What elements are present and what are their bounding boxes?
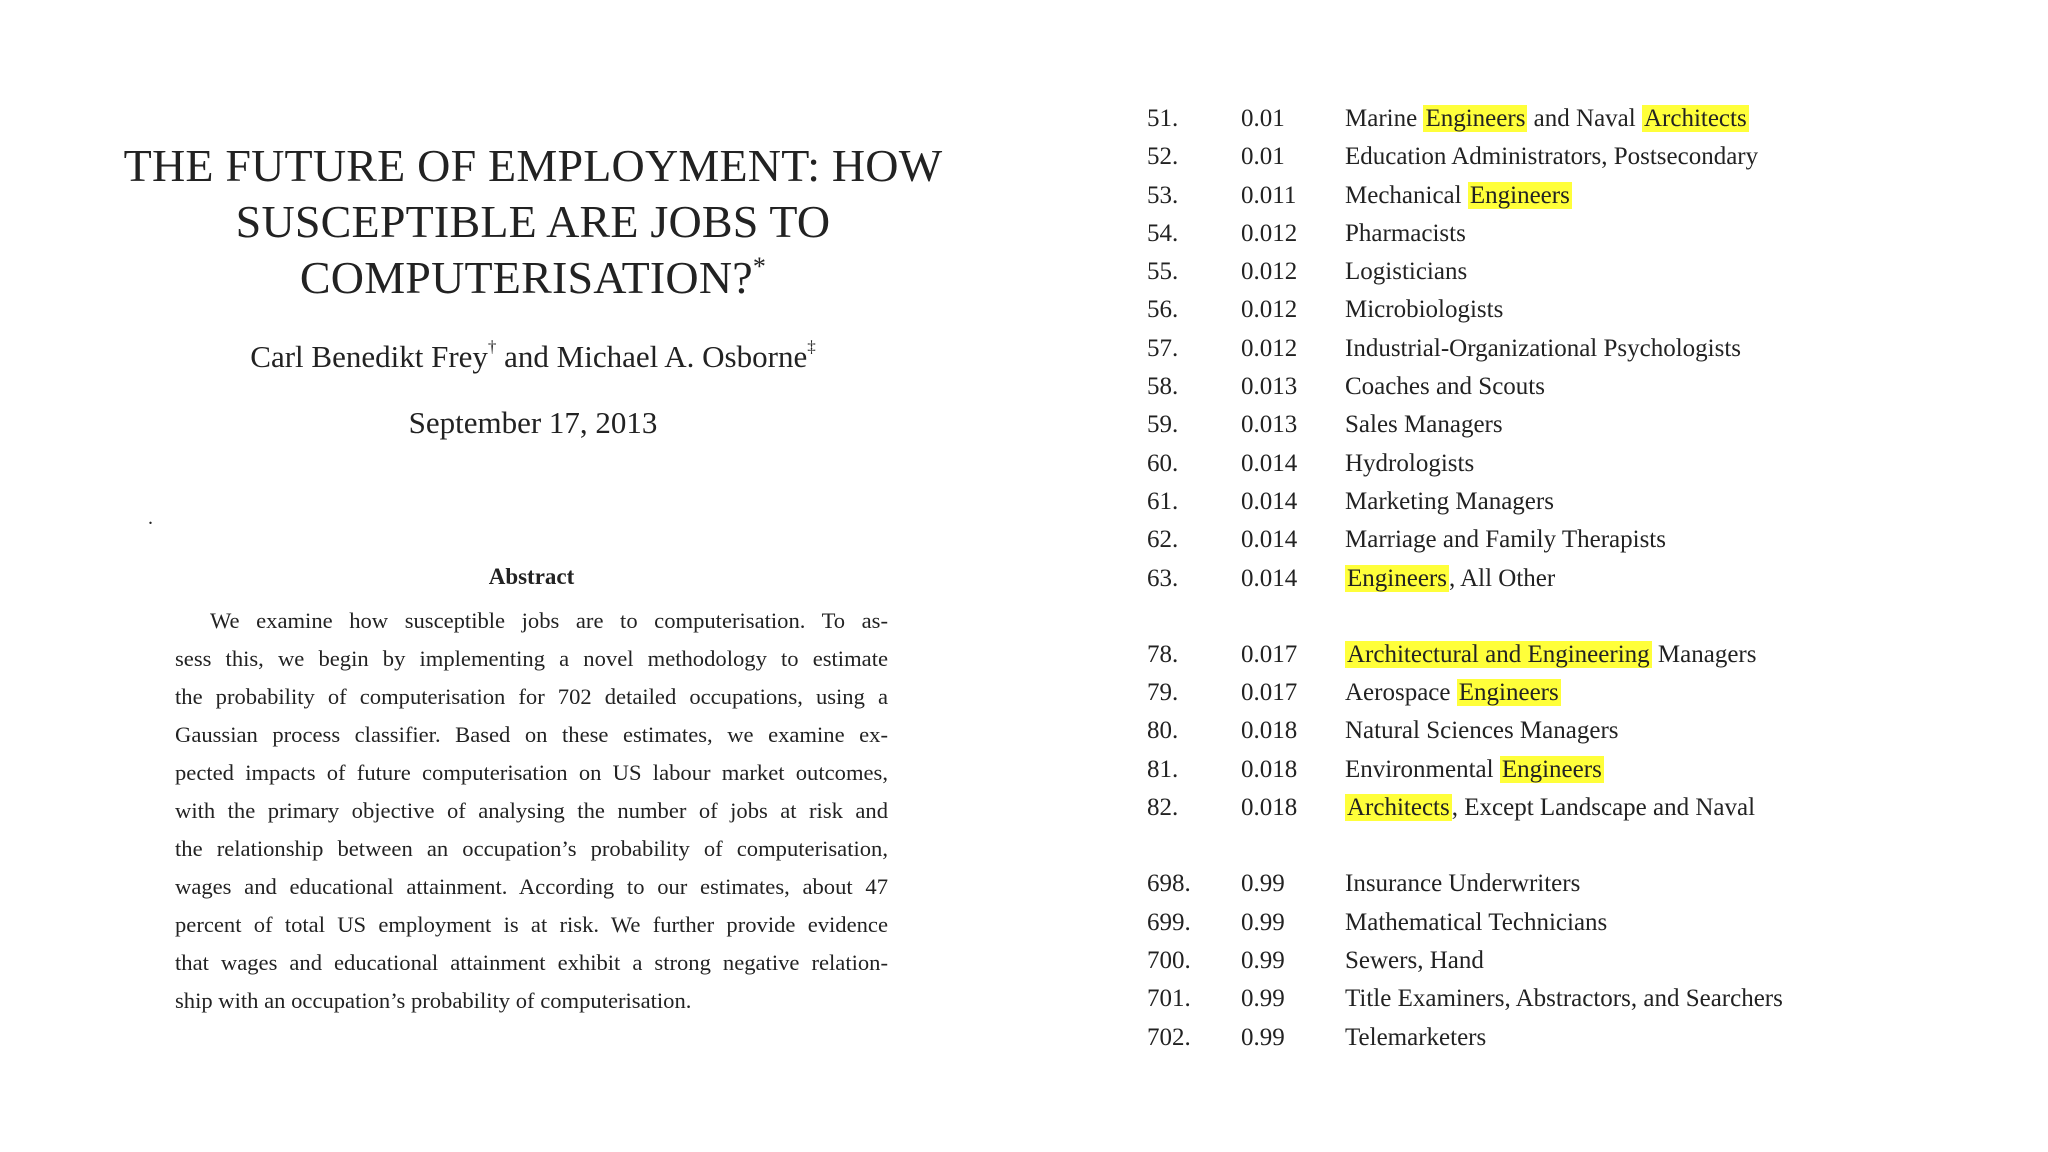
table-row — [1140, 1019, 2020, 1057]
occupation-cell — [1345, 215, 1466, 253]
occupation-text: Aerospace — [1345, 679, 1457, 707]
rank-cell: 61. — [1147, 487, 1179, 515]
highlighted-term: Engineers — [1347, 564, 1447, 592]
table-row — [1140, 138, 2020, 176]
abstract-line: that wages and educational attainment exhibit a strong negative relation- — [175, 950, 888, 975]
occupation-text: Hydrologists — [1345, 449, 1475, 477]
rank-cell: 59. — [1147, 411, 1179, 439]
occupation-cell — [1345, 1019, 1486, 1057]
abstract-line: wages and educational attainment. According to our estimates, about 47 — [175, 874, 888, 899]
probability-cell: 0.014 — [1241, 449, 1298, 477]
table-row — [1140, 215, 2020, 253]
abstract-line: the probability of computerisation for 702 detailed occupations, using a — [175, 684, 888, 709]
occupation-cell — [1345, 904, 1607, 942]
occupation-text: Education Administrators, Postsecondary — [1345, 143, 1759, 171]
probability-cell: 0.014 — [1241, 487, 1298, 515]
highlighted-term: Engineers — [1458, 679, 1559, 707]
occupation-cell — [1345, 865, 1580, 903]
highlighted-term: Architects — [1643, 105, 1747, 132]
probability-cell: 0.012 — [1241, 258, 1298, 286]
table-row — [1140, 560, 2020, 598]
abstract-line: ship with an occupation’s probability of computerisation. — [175, 988, 692, 1013]
occupation-cell — [1345, 712, 1619, 750]
probability-cell: 0.011 — [1241, 181, 1297, 209]
abstract-line: the relationship between an occupation’s probability of computerisation, — [175, 836, 888, 861]
abstract-line: sess this, we begin by implementing a novel methodology to estimate — [175, 646, 888, 671]
table-row — [1140, 751, 2020, 789]
occupation-text: Telemarketers — [1345, 1023, 1487, 1051]
occupation-text: Microbiologists — [1345, 296, 1504, 324]
rank-cell: 58. — [1147, 373, 1179, 401]
occupation-cell — [1345, 636, 1756, 674]
probability-cell: 0.012 — [1241, 296, 1298, 324]
rank-cell: 53. — [1147, 181, 1179, 209]
occupation-text: Coaches and Scouts — [1345, 373, 1545, 401]
abstract-line: pected impacts of future computerisation on US labour market outcomes, — [175, 760, 888, 785]
probability-cell: 0.018 — [1241, 794, 1298, 822]
table-row — [1140, 406, 2020, 444]
occupation-text: Managers — [1651, 640, 1757, 668]
occupation-cell — [1345, 521, 1666, 559]
title-line — [70, 250, 996, 306]
occupation-cell — [1345, 942, 1484, 980]
paper-title — [70, 138, 996, 306]
occupation-cell — [1345, 406, 1503, 444]
probability-cell: 0.99 — [1241, 908, 1285, 936]
probability-cell: 0.017 — [1241, 679, 1298, 707]
occupation-cell — [1345, 789, 1755, 827]
occupation-text: Natural Sciences Managers — [1345, 717, 1619, 745]
rank-cell: 51. — [1147, 105, 1179, 132]
occupation-text: Industrial-Organizational Psychologists — [1345, 334, 1742, 362]
rank-cell: 62. — [1147, 526, 1179, 554]
occupation-text: Insurance Underwriters — [1345, 870, 1581, 898]
occupation-cell — [1345, 751, 1604, 789]
table-row — [1140, 330, 2020, 368]
rank-cell: 700. — [1147, 946, 1191, 974]
table-row — [1140, 483, 2020, 521]
rank-cell: 699. — [1147, 908, 1191, 936]
occupation-text: Mathematical Technicians — [1345, 908, 1608, 936]
rank-cell: 81. — [1147, 755, 1179, 783]
highlighted-term: Architects — [1347, 794, 1450, 822]
highlighted-term: Engineers — [1501, 755, 1602, 783]
table-row — [1140, 177, 2020, 215]
occupation-cell — [1345, 483, 1554, 521]
table-row — [1140, 942, 2020, 980]
probability-cell: 0.013 — [1241, 411, 1298, 439]
title-footnote-mark: * — [752, 252, 767, 281]
occupation-text: Mechanical — [1345, 181, 1468, 209]
table-row — [1140, 100, 2020, 138]
author-separator: and — [496, 339, 557, 374]
occupation-cell — [1345, 138, 1758, 176]
occupation-text: Marine — [1345, 105, 1424, 132]
occupation-cell — [1345, 560, 1555, 598]
probability-cell: 0.01 — [1241, 143, 1285, 171]
occupation-cell — [1345, 980, 1783, 1018]
stray-dot: . — [148, 507, 153, 529]
rank-cell: 78. — [1147, 640, 1179, 668]
occupation-cell — [1345, 177, 1572, 215]
occupation-text: and Naval — [1527, 105, 1642, 132]
rank-cell: 57. — [1147, 334, 1179, 362]
abstract-heading: Abstract — [488, 564, 575, 589]
abstract-line: with the primary objective of analysing the number of jobs at risk and — [175, 798, 888, 823]
occupation-text: Sales Managers — [1345, 411, 1503, 439]
occupation-text: Marketing Managers — [1345, 487, 1554, 515]
rank-cell: 82. — [1147, 794, 1179, 822]
title-line: SUSCEPTIBLE ARE JOBS TO — [235, 196, 831, 247]
title-line: THE FUTURE OF EMPLOYMENT: HOW — [123, 140, 943, 191]
table-row — [1140, 291, 2020, 329]
authors — [70, 337, 996, 377]
publication-date: September 17, 2013 — [408, 405, 658, 440]
rank-cell: 55. — [1147, 258, 1179, 286]
rank-cell: 698. — [1147, 870, 1191, 898]
title-line-text: COMPUTERISATION? — [299, 252, 753, 303]
abstract-body — [175, 602, 888, 1020]
table-row — [1140, 674, 2020, 712]
occupation-cell — [1345, 100, 1749, 138]
highlighted-term: Engineers — [1469, 181, 1570, 209]
rank-cell: 701. — [1147, 985, 1191, 1013]
occupation-cell — [1345, 674, 1561, 712]
probability-cell: 0.017 — [1241, 640, 1298, 668]
group-spacer — [1140, 598, 2020, 636]
probability-cell: 0.99 — [1241, 870, 1285, 898]
rank-cell: 80. — [1147, 717, 1179, 745]
rank-cell: 52. — [1147, 143, 1179, 171]
probability-cell: 0.012 — [1241, 334, 1298, 362]
occupation-probability-table — [1140, 100, 2020, 1057]
author-footnote-mark: † — [487, 337, 497, 356]
table-row — [1140, 253, 2020, 291]
occupation-text: , Except Landscape and Naval — [1451, 794, 1756, 822]
author-footnote-mark: ‡ — [807, 337, 816, 356]
rank-cell: 54. — [1147, 219, 1179, 247]
rank-cell: 79. — [1147, 679, 1179, 707]
rank-cell: 702. — [1147, 1023, 1191, 1051]
occupation-cell — [1345, 291, 1503, 329]
group-spacer — [1140, 827, 2020, 865]
table-row — [1140, 789, 2020, 827]
probability-cell: 0.01 — [1241, 105, 1285, 132]
highlighted-term: Architectural and Engineering — [1347, 640, 1650, 668]
occupation-text: , All Other — [1448, 564, 1556, 592]
table-row — [1140, 521, 2020, 559]
probability-cell: 0.018 — [1241, 755, 1298, 783]
occupation-text: Title Examiners, Abstractors, and Searchers — [1345, 985, 1783, 1013]
probability-cell: 0.014 — [1241, 564, 1298, 592]
rank-cell: 63. — [1147, 564, 1179, 592]
abstract-line: Gaussian process classifier. Based on these estimates, we examine ex- — [175, 722, 888, 747]
table-row — [1140, 712, 2020, 750]
table-row — [1140, 445, 2020, 483]
occupation-text: Logisticians — [1345, 258, 1468, 286]
probability-cell: 0.012 — [1241, 219, 1298, 247]
probability-cell: 0.99 — [1241, 1023, 1285, 1051]
abstract-line: We examine how susceptible jobs are to computerisation. To as- — [210, 608, 888, 633]
author-name: Michael A. Osborne — [556, 339, 808, 374]
rank-cell: 56. — [1147, 296, 1179, 324]
occupation-text: Marriage and Family Therapists — [1345, 526, 1666, 554]
occupation-text: Environmental — [1345, 755, 1500, 783]
table-row — [1140, 980, 2020, 1018]
table-row — [1140, 865, 2020, 903]
probability-cell: 0.99 — [1241, 946, 1285, 974]
probability-cell: 0.018 — [1241, 717, 1298, 745]
author-name: Carl Benedikt Frey — [250, 339, 488, 374]
occupation-cell — [1345, 368, 1545, 406]
occupation-text: Sewers, Hand — [1345, 946, 1484, 974]
occupation-cell — [1345, 253, 1467, 291]
occupation-text: Pharmacists — [1345, 219, 1466, 247]
highlighted-term: Engineers — [1425, 105, 1526, 132]
table-row — [1140, 368, 2020, 406]
rank-cell: 60. — [1147, 449, 1179, 477]
probability-cell: 0.013 — [1241, 373, 1298, 401]
table-row — [1140, 636, 2020, 674]
table-row — [1140, 904, 2020, 942]
abstract-line: percent of total US employment is at risk. We further provide evidence — [175, 912, 888, 937]
probability-cell: 0.014 — [1241, 526, 1298, 554]
probability-cell: 0.99 — [1241, 985, 1285, 1013]
occupation-cell — [1345, 330, 1741, 368]
occupation-cell — [1345, 445, 1474, 483]
